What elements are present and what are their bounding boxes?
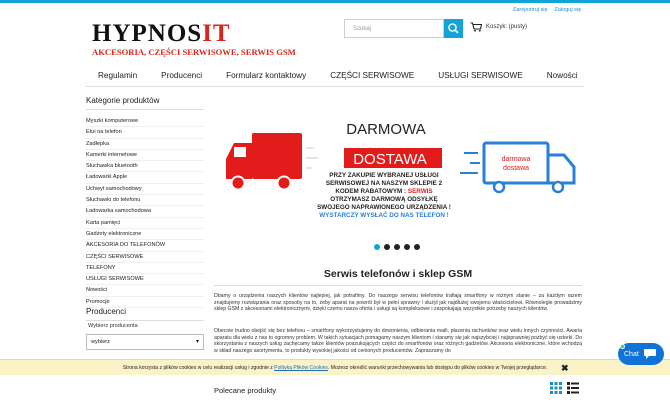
menu-item-producenci[interactable]: Producenci	[161, 71, 203, 80]
list-view-icon[interactable]	[567, 382, 579, 394]
cart-summary[interactable]	[470, 22, 527, 32]
banner-line-5: SWOJEGO NAPRAWIONEGO URZĄDZENIA !	[317, 204, 451, 211]
cookie-text-after: . Możesz określić warunki przechowywania lub dostępu do plików cookies w Twojej przeglądarce.	[327, 365, 548, 371]
search-icon	[444, 19, 463, 38]
sidebar-item-uslugi[interactable]: USŁUGI SERWISOWE	[86, 274, 204, 285]
cart-label: Koszyk: (pusty)	[486, 24, 528, 30]
intro-paragraph-1: Dbamy o urządzenia naszych klientów najlepiej, jak potrafimy. Do naszego serwisu telefonów trafiają smartfony w różnym stanie – za każdym razem znajdujemy rozwiązania oraz sposoby na to, żeby aparat na powrót był w pełni sprawny i służył jak najdłużej swojemu właścicielowi. Równolegle prowadzimy sklep GSM z akcesoriami elektronicznymi, dzięki czemu nasza oferta i usługi są kompleksowe i zaspokajają wszystkie potrzeby naszych klientów.	[214, 293, 582, 313]
chat-button[interactable]	[618, 343, 664, 365]
producer-select-value: wybierz	[91, 339, 110, 345]
featured-products-heading: Polecane produkty	[214, 386, 277, 395]
sidebar-item-telefony[interactable]: TELEFONY	[86, 263, 204, 274]
banner-dot-1[interactable]	[374, 244, 380, 250]
account-links	[513, 7, 588, 13]
category-sidebar	[86, 96, 204, 308]
top-accent-strip	[0, 0, 670, 3]
producer-select[interactable]	[86, 334, 204, 350]
producers-label: Wybierz producenta	[88, 323, 138, 329]
login-link[interactable]: Zaloguj się	[554, 7, 582, 13]
cookie-policy-link[interactable]: Polityką Plików Cookies	[274, 365, 328, 371]
banner-code: SERWIS	[407, 188, 433, 195]
intro-paragraph-2: Obecnie trudno obejść się bez telefonu – smartfony wykorzystujemy do dzwonienia, odbierania maili, płacenia rachunków oraz wielu innych czynności. Awaria aparatu dla wielu z nas to ogromny problem. W takich sytuacjach pomagamy naszym klientom i staramy się jak najszybciej i najsprawniej pozbyć się usterki. Do skorzystania z naszych usług zachęcamy także klientów poszukujących części do smartfonów oraz różnych gadżetów. Akcesoria elektroniczne, które wchodzą w skład naszego asortymentu, to produkty wysokiej jakości od cenionych producentów. Zapraszamy do	[214, 328, 582, 354]
menu-item-formularz[interactable]: Formularz kontaktowy	[226, 71, 307, 80]
search-button[interactable]	[444, 19, 463, 38]
search-input[interactable]: Szukaj	[344, 19, 444, 38]
menu-item-czesci[interactable]: CZĘŚCI SERWISOWE	[330, 71, 415, 80]
cart-icon	[470, 22, 482, 32]
page-title: Serwis telefonów i sklep GSM	[323, 268, 473, 280]
sidebar-item-uchwyt[interactable]: Uchwyt samochodowy	[86, 184, 204, 195]
sidebar-item-promocje[interactable]: Promocje	[86, 297, 204, 308]
grid-view-icon[interactable]	[550, 382, 562, 394]
sidebar-item-karta[interactable]: Karta pamięci	[86, 218, 204, 229]
banner-title-1: DARMOWA	[346, 121, 426, 138]
sidebar-item-akcesoria[interactable]: AKCESORIA DO TELEFONÓW	[86, 240, 204, 251]
red-truck-illustration	[226, 133, 318, 190]
banner-line-3	[335, 188, 432, 195]
title-divider	[214, 285, 582, 286]
banner-line-1: PRZY ZAKUPIE WYBRANEJ USŁUGI	[329, 172, 439, 179]
menu-item-uslugi[interactable]: USŁUGI SERWISOWE	[438, 71, 523, 80]
banner-dot-5[interactable]	[414, 244, 420, 250]
banner-pagination	[374, 244, 420, 250]
truck-text-2: dostawa	[502, 165, 530, 172]
sidebar-item-zadlepka[interactable]: Zadłepka	[86, 139, 204, 150]
chat-bubble-icon	[643, 348, 657, 360]
menu-item-regulamin[interactable]: Regulamin	[98, 71, 138, 80]
register-link[interactable]: Zarejestruj się	[513, 7, 548, 13]
banner-dot-2[interactable]	[384, 244, 390, 250]
chat-label: Chat	[624, 350, 639, 358]
banner-line-3a: KODEM RABATOWYM :	[335, 188, 408, 195]
cookie-text-before: Strona korzysta z plików cookies w celu realizacji usług i zgodnie z	[122, 365, 275, 371]
logo-brand-accent: IT	[202, 20, 231, 47]
sidebar-item-sluchawka-bt[interactable]: Słuchawka bluetooth	[86, 161, 204, 172]
sidebar-item-nowosci[interactable]: Nowości	[86, 285, 204, 296]
logo-tagline: AKCESORIA, CZĘŚCI SERWISOWE, SERWIS GSM	[92, 47, 296, 57]
promo-banner[interactable]	[214, 103, 582, 230]
chevron-down-icon: ▾	[195, 339, 199, 345]
banner-line-4: OTRZYMASZ DARMOWĄ ODSYŁKĘ	[330, 196, 438, 203]
sidebar-heading: Kategorie produktów	[86, 96, 204, 110]
banner-dot-4[interactable]	[404, 244, 410, 250]
sidebar-item-myszki[interactable]: Myszki komputerowe	[86, 116, 204, 127]
menu-item-nowosci[interactable]: Nowości	[546, 71, 578, 80]
sidebar-item-ladowarki-apple[interactable]: Ładowarki Apple	[86, 172, 204, 183]
banner-line-2: SERWISOWEJ NA NASZYM SKLEPIE 2	[325, 180, 443, 187]
close-icon[interactable]: ✖	[561, 363, 569, 373]
truck-text-1: darmowa	[501, 156, 531, 163]
cookie-notice	[0, 359, 670, 375]
banner-dot-3[interactable]	[394, 244, 400, 250]
online-status-icon	[620, 344, 625, 349]
sidebar-item-czesci[interactable]: CZĘŚCI SERWISOWE	[86, 252, 204, 263]
sidebar-item-gadzety[interactable]: Gadżety elektroniczne	[86, 229, 204, 240]
sidebar-item-sluchawki[interactable]: Słuchawki do telefonu	[86, 195, 204, 206]
sidebar-item-kamerki[interactable]: Kamerki internetowe	[86, 150, 204, 161]
site-logo[interactable]	[92, 22, 296, 57]
blue-truck-illustration	[460, 143, 574, 192]
producers-heading: Producenci	[86, 307, 204, 321]
sidebar-item-ladowarka-sam[interactable]: Ładowarka samochodowa	[86, 206, 204, 217]
view-toggle	[550, 382, 579, 394]
logo-brand-main: HYPNOS	[92, 20, 203, 47]
banner-title-2: DOSTAWA	[353, 151, 427, 168]
sidebar-item-etui[interactable]: Etui na telefon	[86, 127, 204, 138]
banner-line-6: WYSTARCZY WYSŁAĆ DO NAS TELEFON !	[319, 212, 449, 219]
main-menu	[86, 67, 584, 87]
